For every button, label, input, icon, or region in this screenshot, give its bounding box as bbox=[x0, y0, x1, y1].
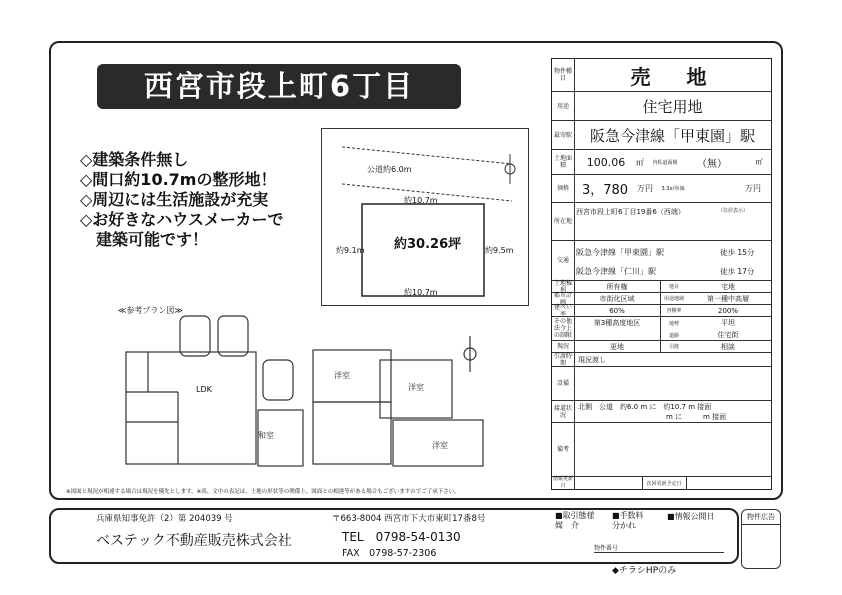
area-value: 100.06 bbox=[586, 155, 626, 169]
flyer-note: ◆チラシHPのみ bbox=[612, 566, 677, 576]
fee: ■手数料 分かれ bbox=[612, 511, 644, 530]
row-traffic: 交通 阪急今津線「甲東園」駅 徒歩 15分 阪急今津線「仁川」駅 徒歩 17分 bbox=[552, 241, 771, 281]
fax: FAX 0798-57-2306 bbox=[342, 548, 437, 559]
disclaimer: ※図面と現況が相違する場合は現況を優先とします。※尚、文中の表記は、土地の形状等の関係上、図面との相違等がある場合もございますのでご了承下さい。 bbox=[66, 489, 460, 495]
row-road: 接道状況 北側 公道 約6.0 m に 約10.7 m 接面 m に m 接面 bbox=[552, 401, 771, 423]
row-price: 価格 3，780 万円 3.3㎡単価 万円 bbox=[552, 175, 771, 203]
row-torihiki: 引渡時期 現況渡し bbox=[552, 353, 771, 367]
washitsu-label: 和室 bbox=[258, 431, 274, 440]
right-depth-label: 約9.5m bbox=[485, 246, 514, 255]
row-toshi: 都市計画 市街化区域 用途地域 第一種中高層 bbox=[552, 293, 771, 305]
row-kenpei: 建ぺい率 60% 容積率 200% bbox=[552, 305, 771, 317]
bottom-width-label: 約10.7m bbox=[404, 288, 438, 297]
company-address: 〒663-8004 西宮市下大市東町17番8号 bbox=[332, 514, 486, 524]
row-rights: 土地権利 所有権 地目 宅地 bbox=[552, 281, 771, 293]
row-facilities: 設備 bbox=[552, 367, 771, 401]
row-area: 土地面積 100.06 ㎡ 内私道面積 （無） ㎡ bbox=[552, 150, 771, 175]
row-other: その他法令上の制限 第3種高度地区 地勢 平坦 道路 住宅街 bbox=[552, 317, 771, 341]
yo3-label: 洋室 bbox=[432, 441, 448, 450]
ldk-label: LDK bbox=[196, 385, 212, 394]
use-value: 住宅用地 bbox=[642, 97, 703, 116]
row-type: 物件種目 売 地 bbox=[552, 59, 771, 92]
row-station: 最寄駅 阪急今津線「甲東園」駅 bbox=[552, 121, 771, 150]
setback-value: （無） bbox=[697, 158, 727, 170]
page-title: 西宮市段上町6丁目 bbox=[97, 64, 461, 109]
feature-4: ◇お好きなハウスメーカーで bbox=[80, 210, 284, 229]
left-depth-label: 約9.1m bbox=[336, 246, 365, 255]
ref-number: 物件番号 bbox=[594, 543, 724, 553]
row-address: 所在地 西宮市段上町6丁目19番6（西端） （住居表示） bbox=[552, 203, 771, 241]
feature-2: ◇間口約10.7mの整形地！ bbox=[80, 170, 277, 189]
feature-1: ◇建築条件無し bbox=[80, 150, 189, 169]
road-label: 公道約6.0m bbox=[367, 165, 412, 174]
top-width-label: 約10.7m bbox=[404, 196, 438, 205]
row-bikou: 備考 bbox=[552, 423, 771, 477]
address-value: 西宮市段上町6丁目19番6（西端） bbox=[576, 208, 685, 216]
area-label: 約30.26坪 bbox=[394, 237, 462, 252]
tel: TEL 0798-54-0130 bbox=[342, 530, 461, 544]
station-value: 阪急今津線「甲東園」駅 bbox=[589, 126, 755, 145]
mediation: ■取引態様 媒 介 bbox=[555, 511, 595, 530]
ad-stamp-box: 物件広告 bbox=[741, 509, 781, 569]
type-value: 売 地 bbox=[630, 64, 715, 89]
price-value: 3，780 bbox=[581, 183, 629, 198]
plan-caption: ≪参考プラン図≫ bbox=[118, 306, 183, 315]
row-dates: 情報更新日 次回更新予定日 bbox=[552, 477, 771, 489]
row-status: 現況 更地 引渡 相談 bbox=[552, 341, 771, 353]
public-date: ■情報公開日 bbox=[667, 512, 715, 521]
yo1-label: 洋室 bbox=[334, 371, 350, 380]
traffic-2: 阪急今津線「仁川」駅 bbox=[576, 266, 656, 276]
lot-diagram bbox=[321, 128, 529, 306]
traffic-1: 阪急今津線「甲東園」駅 bbox=[576, 247, 664, 257]
feature-3: ◇周辺には生活施設が充実 bbox=[80, 190, 269, 209]
floor-plan bbox=[118, 312, 510, 472]
row-use: 用途 住宅用地 bbox=[552, 92, 771, 121]
feature-5: 建築可能です！ bbox=[80, 230, 209, 249]
license-number: 兵庫県知事免許（2）第 204039 号 bbox=[96, 514, 233, 524]
lot-drawing bbox=[322, 129, 528, 305]
company-name: ベステック不動産販売株式会社 bbox=[96, 533, 292, 549]
yo2-label: 洋室 bbox=[408, 383, 424, 392]
property-table bbox=[551, 58, 772, 490]
